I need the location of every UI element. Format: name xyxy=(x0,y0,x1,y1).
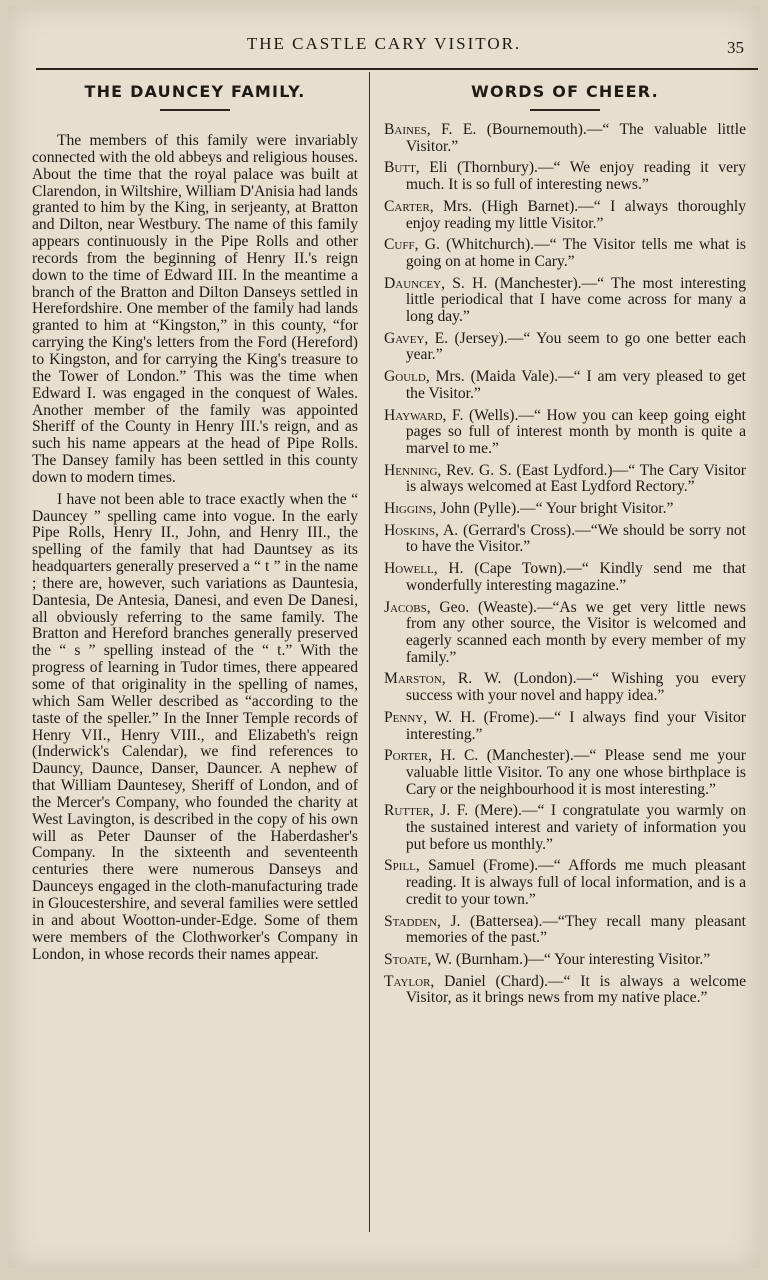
reader-name: Cuff xyxy=(384,236,415,254)
reader-comment: , A. (Gerrard's Cross).—“We should be sorry not to have the Visitor.” xyxy=(405,521,746,556)
cheer-entry xyxy=(384,369,746,402)
reader-comment: , Samuel (Frome).—“ Affords me much pleasant reading. It is always full of local information, and is a credit to your town.” xyxy=(405,857,746,908)
reader-comment: , Mrs. (High Barnet).—“ I always thoroughly enjoy reading my little Visitor.” xyxy=(405,197,746,232)
cheer-entry xyxy=(384,463,746,496)
reader-name: Gavey xyxy=(384,329,425,347)
cheer-entry xyxy=(384,122,746,155)
running-title: THE CASTLE CARY VISITOR. xyxy=(246,34,522,53)
reader-name: Higgins xyxy=(384,500,433,518)
reader-name: Stadden xyxy=(384,912,438,930)
cheer-entry xyxy=(384,974,746,1007)
reader-name: Rutter xyxy=(384,802,430,820)
cheer-entry xyxy=(384,276,746,326)
cheer-entries-list xyxy=(384,122,746,1007)
reader-name: Carter xyxy=(384,197,430,215)
reader-comment: , John (Pylle).—“ Your bright Visitor.” xyxy=(432,500,674,518)
reader-comment: , H. C. (Manchester).—“ Please send me your valuable little Visitor. To any one whose birthplace is Cary or the neighbourhood it is most interesting.” xyxy=(405,747,746,798)
reader-comment: , Daniel (Chard).—“ It is always a welcome Visitor, as it brings news from my native place.” xyxy=(405,972,746,1007)
cheer-entry xyxy=(384,199,746,232)
reader-name: Butt xyxy=(384,159,416,177)
reader-name: Spill xyxy=(384,857,416,875)
reader-name: Dauncey xyxy=(384,274,442,292)
article-paragraph: The members of this family were invariably connected with the old abbeys and religious houses. About the time that the royal palace was built at Clarendon, in Wiltshire, William D'Anisia had lands granted to him by the King, in serjeanty, at Bratton and Dilton, near Westbury. The name of this family appears continuously in the Pipe Rolls and other records from the beginning of Henry II.'s reign down to the time of Edward III. In the meantime a branch of the Bratton and Dilton Danseys settled in Herefordshire. One member of the family had lands granted to him at “Kingston,” in this county, “for carrying the King's letters from the Ford (Hereford) to Kingston, and for carrying the King's treasure to the Tower of London.” This was the time when Edward I. was engaged in the conquest of Wales. Another member of the family was appointed Sheriff of the County in Henry III.'s reign, and as such his name appears at the head of Pipe Rolls. The Dansey family has been settled in this county down to modern times. xyxy=(32,132,358,486)
reader-comment: , F. (Wells).—“ How you can keep going eight pages so full of interest month by month is quite a marvel to me.” xyxy=(405,406,746,457)
running-head xyxy=(8,34,760,58)
reader-name: Marston xyxy=(384,670,442,688)
cheer-entry xyxy=(384,408,746,458)
reader-name: Porter xyxy=(384,747,429,765)
column-divider xyxy=(369,72,370,1232)
dauncey-family-column xyxy=(32,76,358,963)
cheer-entry xyxy=(384,952,746,969)
dauncey-family-heading: THE DAUNCEY FAMILY. xyxy=(84,82,306,101)
heading-rule xyxy=(160,109,230,111)
cheer-entry xyxy=(384,331,746,364)
reader-comment: , W. (Burnham.)—“ Your interesting Visitor.” xyxy=(427,950,711,968)
reader-comment: , Geo. (Weaste).—“As we get very little news from any other source, the Visitor is welcomed and eagerly scanned each month by every member of my family.” xyxy=(405,598,746,666)
cheer-entry xyxy=(384,561,746,594)
heading-rule xyxy=(530,109,600,111)
reader-comment: , S. H. (Manchester).—“ The most interesting little periodical that I have come across for many a long day.” xyxy=(405,274,746,326)
cheer-entry xyxy=(384,858,746,908)
reader-name: Stoate xyxy=(384,950,428,968)
cheer-entry xyxy=(384,237,746,270)
reader-comment: , H. (Cape Town).—“ Kindly send me that wonderfully interesting magazine.” xyxy=(405,560,746,594)
words-of-cheer-column xyxy=(384,76,746,1012)
reader-name: Taylor xyxy=(384,972,431,990)
cheer-entry xyxy=(384,160,746,193)
reader-comment: , Mrs. (Maida Vale).—“ I am very pleased to get the Visitor.” xyxy=(405,368,746,402)
reader-comment: , J. F. (Mere).—“ I congratulate you warmly on the sustained interest and variety of information you put before us monthly.” xyxy=(405,802,746,853)
reader-comment: , Eli (Thornbury).—“ We enjoy reading it very much. It is so full of interesting news.” xyxy=(405,159,746,194)
reader-comment: , G. (Whitchurch).—“ The Visitor tells me what is going on at home in Cary.” xyxy=(405,236,746,270)
cheer-entry xyxy=(384,914,746,947)
cheer-entry xyxy=(384,501,746,518)
reader-comment: , W. H. (Frome).—“ I always find your Visitor interesting.” xyxy=(405,708,746,743)
cheer-entry xyxy=(384,671,746,704)
cheer-entry xyxy=(384,600,746,667)
reader-comment: , J. (Battersea).—“They recall many pleasant memories of the past.” xyxy=(405,912,746,947)
reader-name: Howell xyxy=(384,560,434,578)
reader-name: Hayward xyxy=(384,406,443,424)
reader-name: Baines xyxy=(384,121,427,138)
reader-comment: , E. (Jersey).—“ You seem to go one better each year.” xyxy=(405,329,746,364)
page-number: 35 xyxy=(727,38,744,57)
reader-comment: , Rev. G. S. (East Lydford.)—“ The Cary Visitor is always welcomed at East Lydford Rectory.” xyxy=(405,461,746,496)
reader-name: Henning xyxy=(384,461,438,479)
header-rule xyxy=(36,68,758,70)
article-paragraph: I have not been able to trace exactly when the “ Dauncey ” spelling came into vogue. In the early Pipe Rolls, Henry II., John, and Henry III., the spelling of the family that had Dauntsey as its headquarters generally preserved a “ t ” in the name ; there are, however, such variations as Dauntesia, Dantesia, De Antesia, Danesi, and even De Danesi, all obviously referring to the same family. The Bratton and Hereford branches generally preserved the “ s ” spelling instead of the “ t.” With the progress of learning in Tudor times, there appeared some of that originality in the spelling of names, which Sam Weller described as “according to the taste of the speller.” In the Inner Temple records of Henry VII., Henry VIII., and Elizabeth's reign (Inderwick's Calendar), we find references to Dauncy, Daunce, Danser, Dauncer. A nephew of that William Dauntesey, Sheriff of London, and of the Mercer's Company, who founded the charity at West Lavington, is described in the copy of his own will as Peter Daunser of the Haberdasher's Company. In the sixteenth and seventeenth centuries there were numerous Danseys and Daunceys engaged in the cloth-manufacturing trade in Gloucestershire, and several families were settled in and about Wootton-under-Edge. Some of them were members of the Clothworker's Company in London, in whose records their names appear. xyxy=(32,490,358,963)
reader-name: Hoskins xyxy=(384,521,435,539)
reader-name: Penny xyxy=(384,708,424,726)
words-of-cheer-heading: WORDS OF CHEER. xyxy=(471,82,659,101)
reader-comment: , R. W. (London).—“ Wishing you every success with your novel and happy idea.” xyxy=(405,670,746,705)
cheer-entry xyxy=(384,710,746,743)
magazine-page xyxy=(8,6,760,1268)
reader-name: Gould xyxy=(384,368,426,386)
cheer-entry xyxy=(384,748,746,798)
cheer-entry xyxy=(384,803,746,853)
reader-comment: , F. E. (Bournemouth).—“ The valuable little Visitor.” xyxy=(405,121,746,155)
reader-name: Jacobs xyxy=(384,598,427,616)
cheer-entry xyxy=(384,523,746,556)
